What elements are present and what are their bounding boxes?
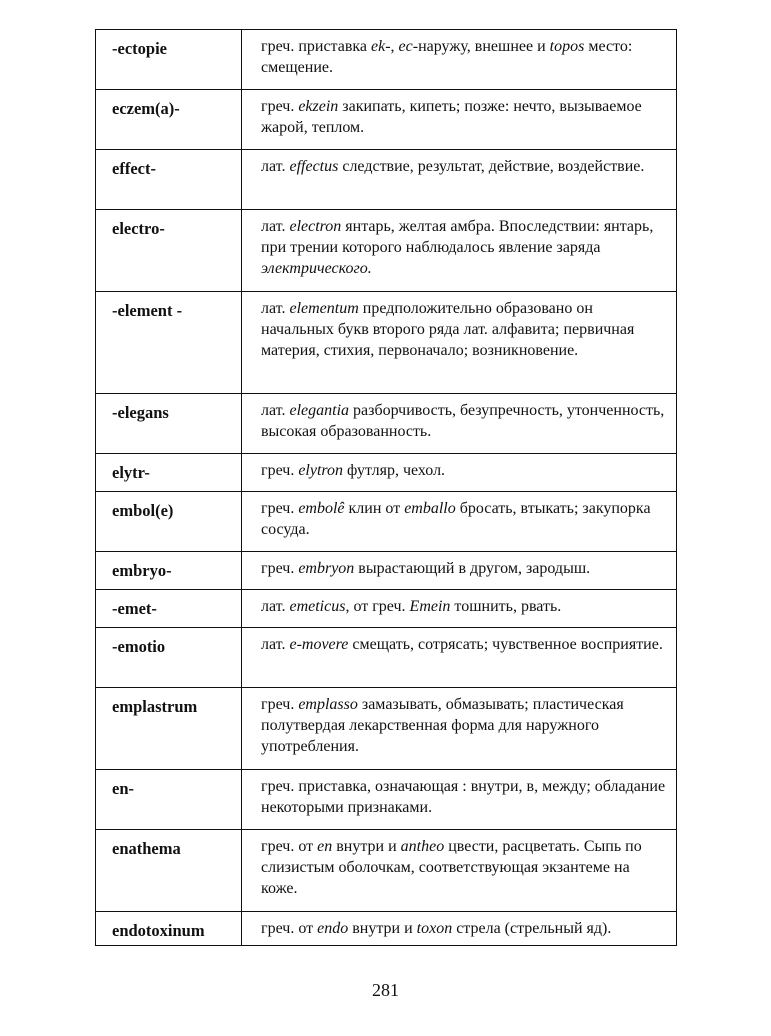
definition-text: закипать, кипеть; позже: нечто, вызываемое жарой, теплом.	[261, 98, 642, 136]
glossary-definition	[242, 90, 677, 150]
definition-italic-term: effectus	[289, 158, 339, 175]
glossary-row	[96, 394, 677, 454]
definition-text: греч. приставка	[261, 38, 372, 55]
definition-text: клин от	[344, 500, 405, 517]
definition-text: лат.	[261, 598, 290, 615]
definition-italic-term: elementum	[289, 300, 359, 317]
page-number: 281	[372, 980, 399, 1000]
glossary-row	[96, 210, 677, 292]
glossary-term: -elegans	[96, 394, 242, 454]
definition-text: лат.	[261, 218, 290, 235]
definition-italic-term: emeticus	[289, 598, 346, 615]
definition-text: лат.	[261, 402, 290, 419]
glossary-definition	[242, 552, 677, 590]
glossary-term: -element -	[96, 292, 242, 394]
glossary-definition	[242, 150, 677, 210]
glossary-row	[96, 912, 677, 946]
glossary-definition	[242, 590, 677, 628]
glossary-definition	[242, 454, 677, 492]
definition-text: греч.	[261, 500, 299, 517]
definition-text: замазывать, обмазывать; пластическая полутвердая лекарственная форма для наружного употребления.	[261, 696, 624, 755]
glossary-definition	[242, 628, 677, 688]
definition-italic-term: ek-	[371, 38, 391, 55]
glossary-definition	[242, 292, 677, 394]
definition-italic-term: embolê	[298, 500, 345, 517]
definition-text: греч.	[261, 98, 299, 115]
definition-italic-term: electron	[289, 218, 342, 235]
glossary-definition	[242, 912, 677, 946]
definition-text: греч. от	[261, 920, 318, 937]
definition-text: разборчивость, безупречность, утонченность, высокая образованность.	[261, 402, 665, 440]
definition-italic-term: emballo	[404, 500, 456, 517]
glossary-term: embryo-	[96, 552, 242, 590]
definition-italic-term: antheo	[400, 838, 445, 855]
glossary-definition	[242, 210, 677, 292]
glossary-row	[96, 150, 677, 210]
definition-italic-term: topos	[549, 38, 585, 55]
definition-text: предположительно образовано он начальных букв второго ряда лат. алфавита; первичная материя, стихия, первоначало; возникновение.	[261, 300, 635, 359]
definition-italic-term: elytron	[298, 462, 344, 479]
glossary-row	[96, 90, 677, 150]
glossary-definition	[242, 770, 677, 830]
definition-italic-term: Emein	[409, 598, 451, 615]
definition-text: тошнить, рвать.	[450, 598, 562, 615]
definition-italic-term: en	[317, 838, 333, 855]
definition-text: цвести, расцветать. Сыпь по слизистым оболочкам, соответствующая экзантеме на коже.	[261, 838, 642, 897]
glossary-definition	[242, 830, 677, 912]
definition-text: лат.	[261, 636, 290, 653]
definition-text: футляр, чехол.	[343, 462, 446, 479]
glossary-definition	[242, 688, 677, 770]
definition-italic-term: endo	[317, 920, 349, 937]
glossary-row	[96, 30, 677, 90]
definition-italic-term: elegantia	[289, 402, 350, 419]
glossary-row	[96, 292, 677, 394]
definition-text: стрела (стрельный яд).	[452, 920, 612, 937]
definition-italic-term: toxon	[416, 920, 453, 937]
definition-text: лат.	[261, 158, 290, 175]
glossary-row	[96, 454, 677, 492]
glossary-body	[96, 30, 677, 946]
glossary-term: elytr-	[96, 454, 242, 492]
glossary-term: embol(e)	[96, 492, 242, 552]
glossary-row	[96, 492, 677, 552]
definition-text: лат.	[261, 300, 290, 317]
glossary-term: endotoxinum	[96, 912, 242, 946]
glossary-table	[95, 29, 677, 946]
definition-text: бросать, втыкать; закупорка сосуда.	[261, 500, 651, 538]
glossary-row	[96, 770, 677, 830]
glossary-term: -ectopie	[96, 30, 242, 90]
glossary-definition	[242, 492, 677, 552]
glossary-row	[96, 688, 677, 770]
definition-text: ,	[390, 38, 399, 55]
glossary-term: emplastrum	[96, 688, 242, 770]
glossary-row	[96, 628, 677, 688]
glossary-definition	[242, 30, 677, 90]
glossary-term: -emotio	[96, 628, 242, 688]
glossary-definition	[242, 394, 677, 454]
definition-text: греч. приставка, означающая : внутри, в, между; обладание некоторыми признаками.	[261, 778, 666, 816]
glossary-term: -emet-	[96, 590, 242, 628]
definition-text: смещать, сотрясать; чувственное восприятие.	[348, 636, 663, 653]
definition-text: греч.	[261, 696, 299, 713]
definition-text: следствие, результат, действие, воздействие.	[338, 158, 645, 175]
definition-italic-term: embryon	[298, 560, 355, 577]
glossary-term: eczem(a)-	[96, 90, 242, 150]
glossary-row	[96, 590, 677, 628]
glossary-row	[96, 830, 677, 912]
glossary-term: electro-	[96, 210, 242, 292]
definition-text: греч.	[261, 560, 299, 577]
definition-italic-term: ekzein	[298, 98, 339, 115]
definition-italic-term: ec-	[398, 38, 419, 55]
definition-text: внутри и	[348, 920, 417, 937]
definition-text: вырастающий в другом, зародыш.	[354, 560, 591, 577]
glossary-term: effect-	[96, 150, 242, 210]
glossary-term: en-	[96, 770, 242, 830]
glossary-row	[96, 552, 677, 590]
definition-text: место: смещение.	[261, 38, 633, 76]
definition-text: греч.	[261, 462, 299, 479]
definition-text: , от греч.	[345, 598, 410, 615]
definition-italic-term: e-movere	[289, 636, 349, 653]
definition-italic-term: emplasso	[298, 696, 358, 713]
glossary-term: enathema	[96, 830, 242, 912]
definition-text: наружу, внешнее и	[418, 38, 550, 55]
definition-italic-term: электрического.	[261, 260, 372, 277]
definition-text: янтарь, желтая амбра. Впоследствии: янтарь, при трении которого наблюдалось явление заряда	[261, 218, 654, 256]
definition-text: внутри и	[332, 838, 401, 855]
definition-text: греч. от	[261, 838, 318, 855]
